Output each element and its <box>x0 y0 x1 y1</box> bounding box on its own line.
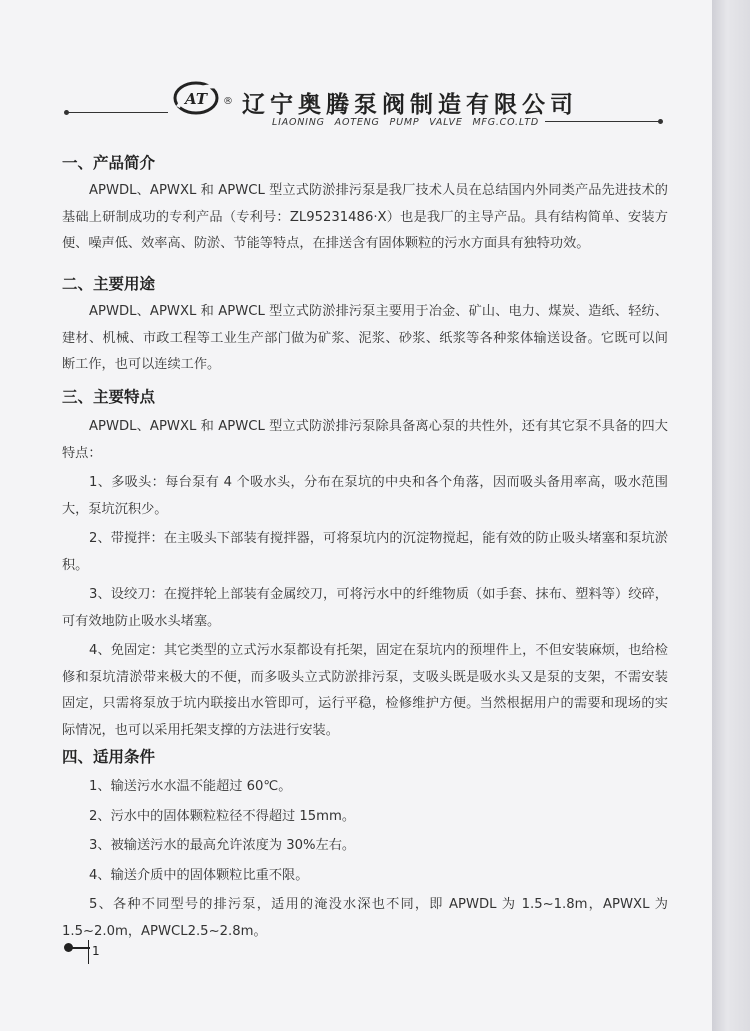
company-logo-icon <box>172 77 224 117</box>
section-heading: 一、产品简介 <box>62 154 156 172</box>
paragraph: APWDL、APWXL 和 APWCL 型立式防淤排污泵是我厂技术人员在总结国内外同类产品先进技术的基础上研制成功的专利产品（专利号：ZL95231486·X）也是我厂的主导产品。具有结构简单、安装方便、噪声低、效率高、防淤、节能等特点，在排送含有固体颗粒的污水方面具有独特功效。 <box>62 183 668 251</box>
header-rule-dot-right <box>658 119 663 124</box>
list-item: 5、各种不同型号的排污泵，适用的淹没水深也不同，即 APWDL 为 1.5~1.8m，APWXL 为 1.5~2.0m，APWCL2.5~2.8m。 <box>62 897 668 939</box>
paragraph: 4、免固定：其它类型的立式污水泵都设有托架，固定在泵坑内的预埋件上，不但安装麻烦，也给检修和泵坑清淤带来极大的不便，而多吸头立式防淤排污泵，支吸头既是吸水头又是泵的支架，不需安装固定，只需将泵放于坑内联接出水管即可，运行平稳，检修维护方便。当然根据用户的需要和现场的实际情况，也可以采用托架支撑的方法进行安装。 <box>62 643 668 738</box>
section-conditions <box>62 746 668 945</box>
page-edge <box>712 0 750 1031</box>
company-name-en: LIAONING AOTENG PUMP VALVE MFG.CO.LTD <box>272 117 539 128</box>
section-main-uses <box>62 273 668 379</box>
section-heading: 四、适用条件 <box>62 748 156 766</box>
list-item: 4、输送介质中的固体颗粒比重不限。 <box>89 867 309 883</box>
list-item: 3、被输送污水的最高允许浓度为 30%左右。 <box>89 838 356 853</box>
page-footer <box>60 940 120 970</box>
footer-divider <box>88 940 89 964</box>
header-rule-right <box>545 121 660 122</box>
page-header <box>0 0 712 140</box>
section-product-intro <box>62 152 668 258</box>
list-item: 2、污水中的固体颗粒粒径不得超过 15mm。 <box>89 808 356 824</box>
paragraph: 2、带搅拌：在主吸头下部装有搅拌器，可将泵坑内的沉淀物搅起，能有效的防止吸头堵塞和泵坑淤积。 <box>62 531 668 573</box>
paragraph: APWDL、APWXL 和 APWCL 型立式防淤排污泵除具备离心泵的共性外，还有其它泵不具备的四大特点： <box>62 419 668 461</box>
section-heading: 二、主要用途 <box>62 275 156 293</box>
page-number: 1 <box>92 944 100 958</box>
header-rule-left <box>68 112 168 113</box>
list-item: 1、输送污水水温不能超过 60℃。 <box>89 779 292 794</box>
paragraph: 3、设绞刀：在搅拌轮上部装有金属绞刀，可将污水中的纤维物质（如手套、抹布、塑料等）绞碎，可有效地防止吸水头堵塞。 <box>62 587 668 629</box>
company-name-cn: 辽宁奥腾泵阀制造有限公司 <box>242 92 578 118</box>
registered-mark: ® <box>223 96 233 107</box>
section-main-features <box>62 386 668 744</box>
section-heading: 三、主要特点 <box>62 388 156 406</box>
logo-letters: AT <box>185 90 207 108</box>
paragraph: 1、多吸头：每台泵有 4 个吸水头，分布在泵坑的中央和各个角落，因而吸头备用率高，吸水范围大，泵坑沉积少。 <box>62 475 668 517</box>
paragraph: APWDL、APWXL 和 APWCL 型立式防淤排污泵主要用于冶金、矿山、电力、煤炭、造纸、轻纺、建材、机械、市政工程等工业生产部门做为矿浆、泥浆、砂浆、纸浆等各种浆体输送设备。它既可以间断工作，也可以连续工作。 <box>62 304 668 372</box>
